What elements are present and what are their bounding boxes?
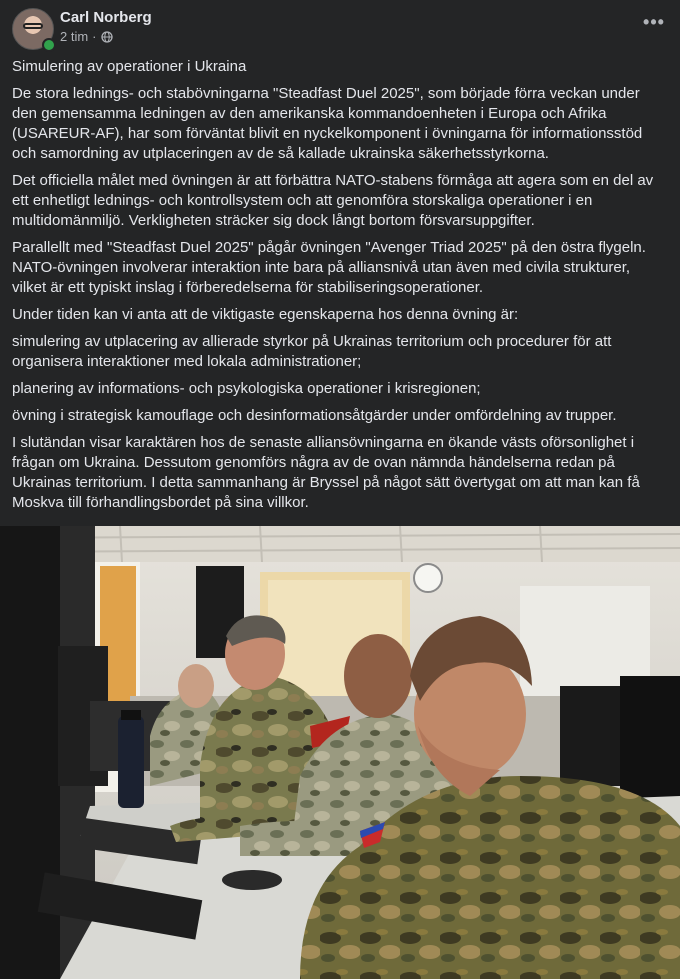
post-list-item: övning i strategisk kamouflage och desinformationsåtgärder under omfördelning av trupper. (12, 407, 617, 424)
post-paragraph: I slutändan visar karaktären hos de senaste alliansövningarna en ökande västs oförsonlighet i frågan om Ukraina. Dessutom genomförs några av de ovan nämnda händelserna redan på Ukrainas territorium. I detta sammanhang är Bryssel på något sätt övertygat om att man kan få Moskva till förhandlingsbordet på sina villkor. (12, 434, 640, 511)
soldiers-photo (0, 526, 680, 979)
post-text (12, 57, 664, 520)
online-status-dot (42, 38, 56, 52)
more-options-icon[interactable]: ••• (643, 12, 665, 32)
post-time[interactable]: 2 tim (60, 29, 89, 44)
glasses-icon (23, 23, 43, 29)
post-header (12, 8, 668, 48)
post-paragraph: De stora lednings- och stabövningarna "Steadfast Duel 2025", som började förra veckan under den gemensamma ledningen av den amerikanska kommandoenheten i Europa och Afrika (USAREUR-AF), har som förväntat blivit en nyckelkomponent i övningarna för informationsstöd och samordning av utplaceringen av de så kallade ukrainska säkerhetsstyrkorna. (12, 85, 643, 162)
post-list-item: planering av informations- och psykologiska operationer i krisregionen; (12, 380, 481, 397)
meta-separator: · (92, 29, 97, 44)
post-photo[interactable] (0, 526, 680, 979)
post-paragraph: Parallellt med "Steadfast Duel 2025" pågår övningen "Avenger Triad 2025" på den östra flygeln. NATO-övningen involverar interaktion inte bara på alliansnivå utan även med civila strukturer, vilket är ett typiskt inslag i förberedelserna för stabiliseringsoperationer. (12, 239, 646, 296)
post-list-item: simulering av utplacering av allierade styrkor på Ukrainas territorium och procedurer för att organisera interaktioner med lokala administrationer; (12, 333, 612, 370)
post-paragraph: Under tiden kan vi anta att de viktigaste egenskaperna hos denna övning är: (12, 306, 519, 323)
globe-icon[interactable] (101, 31, 113, 43)
author-name[interactable]: Carl Norberg (60, 9, 152, 26)
post-meta (60, 29, 113, 44)
post-paragraph: Det officiella målet med övningen är att förbättra NATO-stabens förmåga att agera som en del av ett enhetligt lednings- och kontrollsystem och att genomföra storskaliga operationer i en multidomänmiljö. Verkligheten sträcker sig dock långt bortom försvarsuppgifter. (12, 172, 654, 229)
post-title: Simulering av operationer i Ukraina (12, 58, 247, 75)
